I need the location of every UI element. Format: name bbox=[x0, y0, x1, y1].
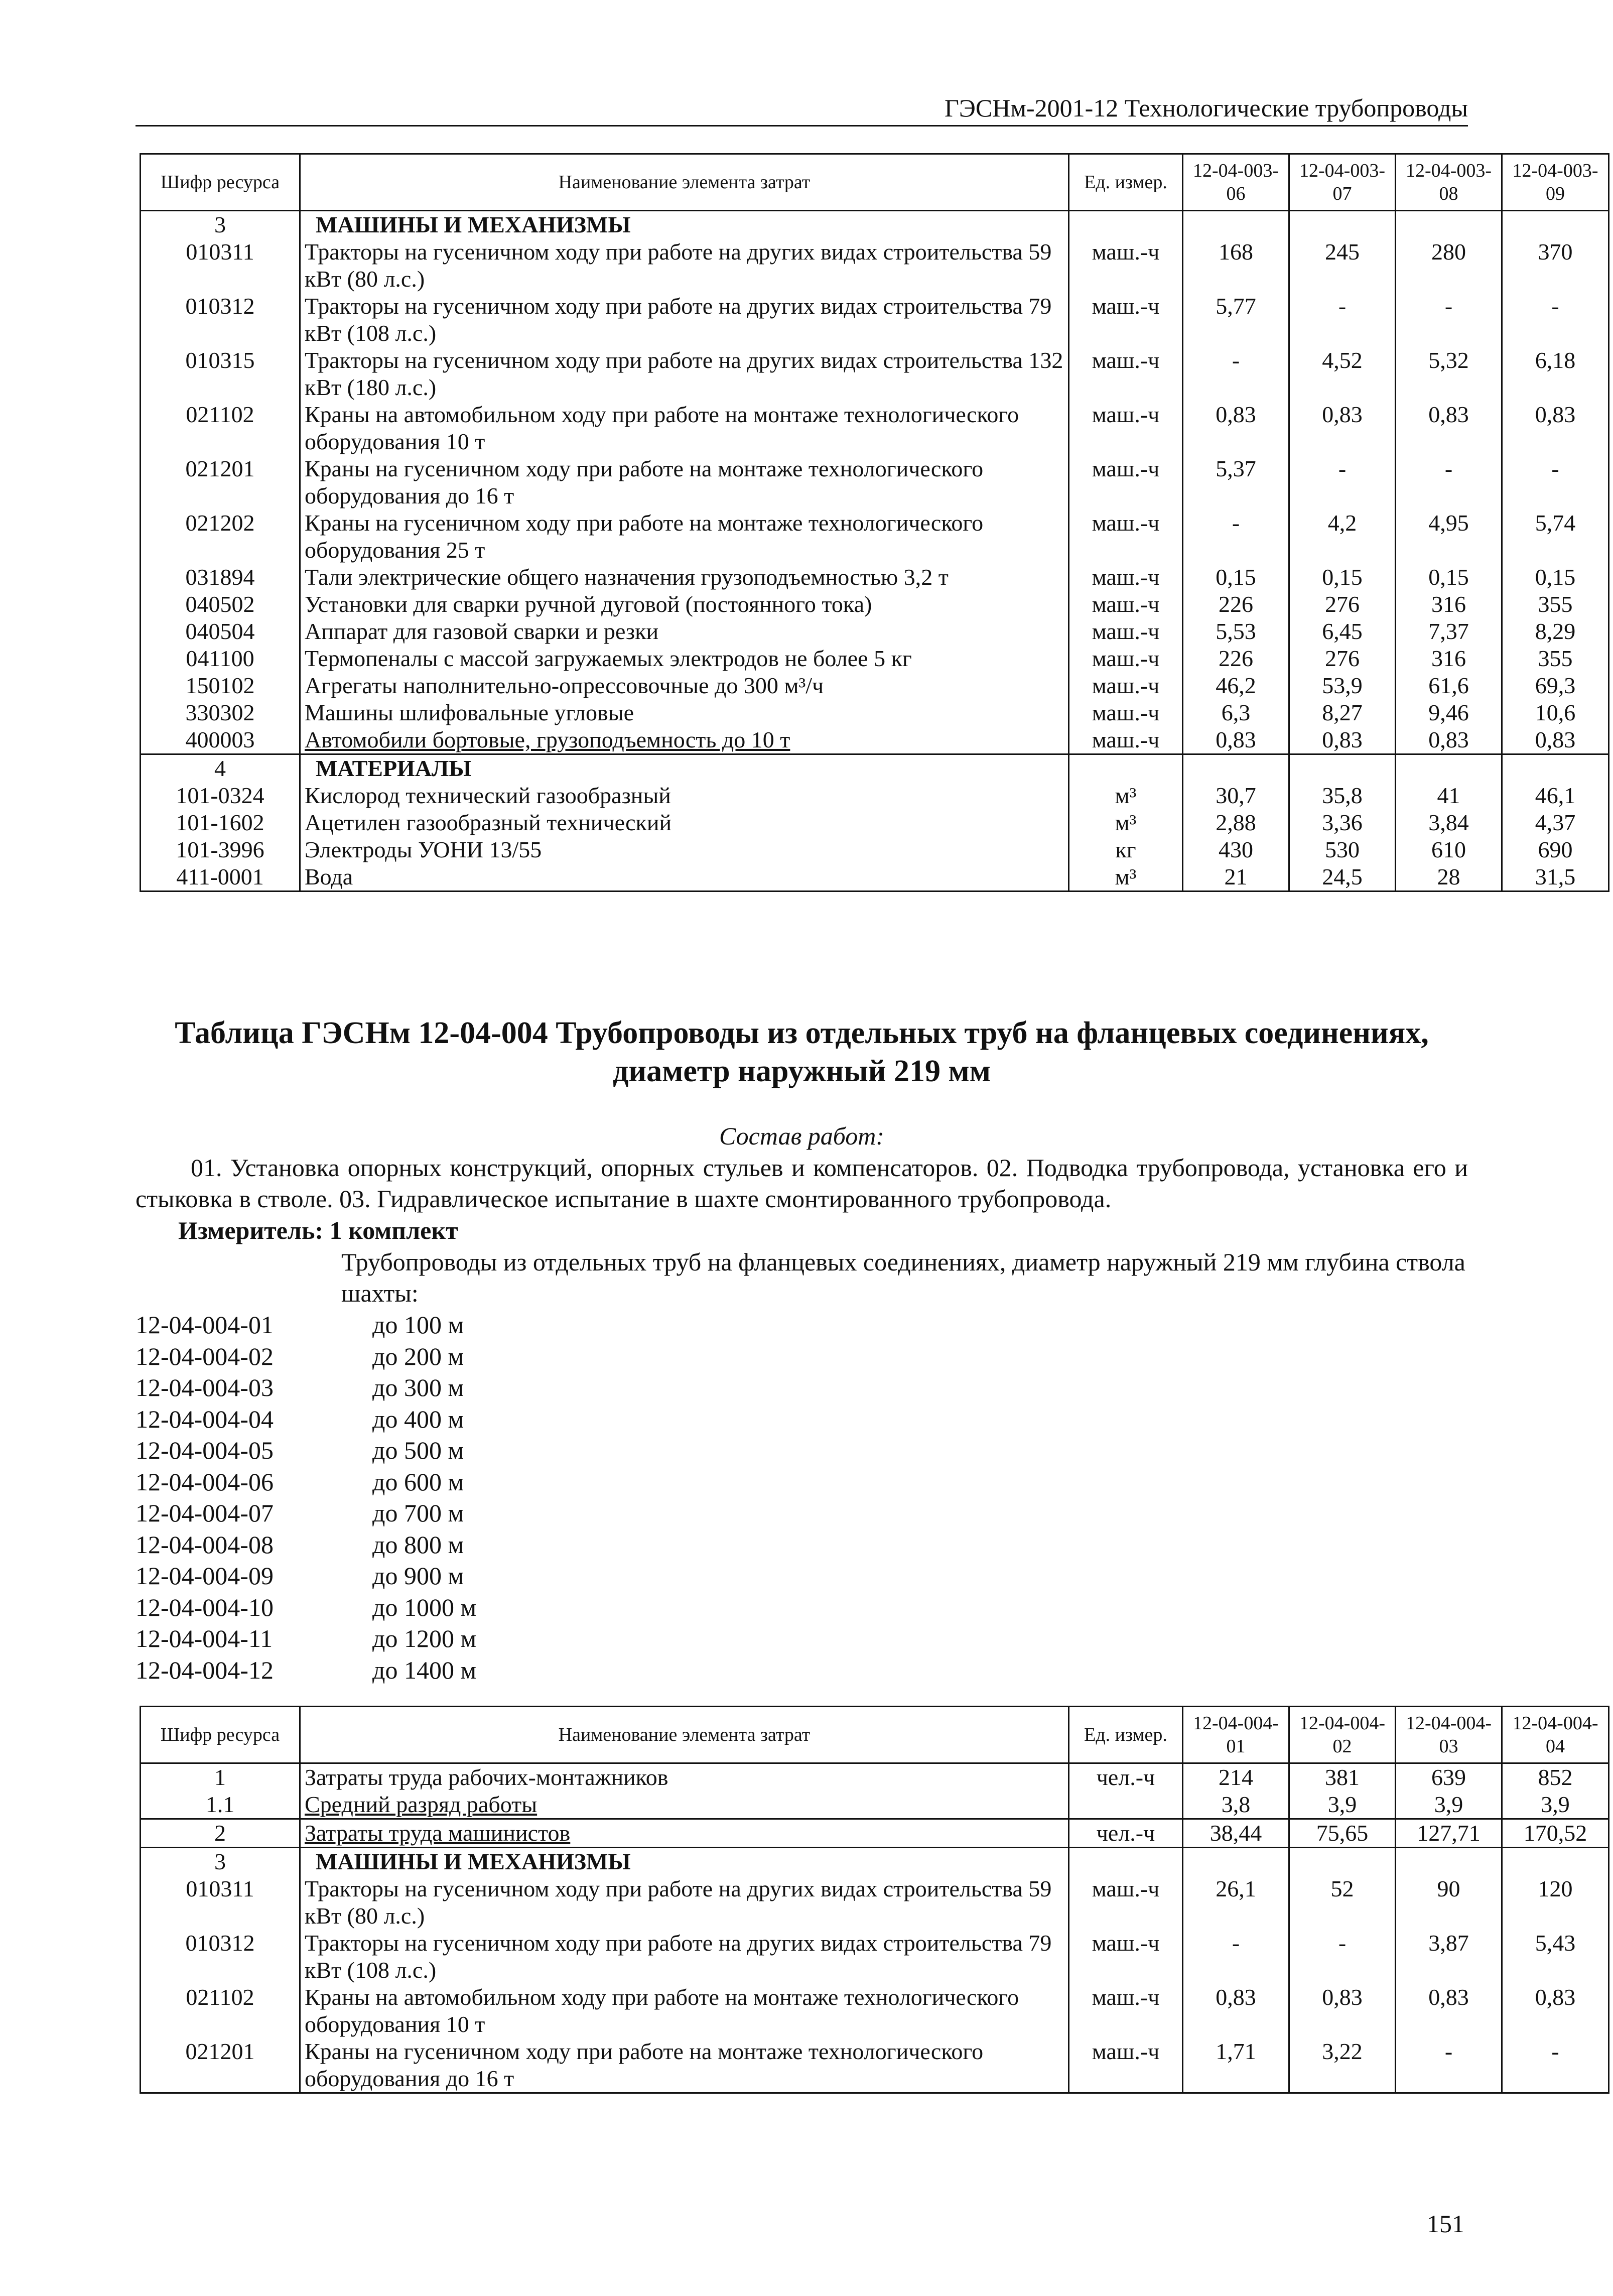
variant-code: 12-04-004-01 bbox=[136, 1311, 274, 1339]
column-header-code: Шифр ресурса bbox=[141, 1707, 300, 1763]
cell-name: Краны на автомобильном ходу при работе на монтаже технологического оборудования 10 т bbox=[300, 401, 1069, 455]
cell-v1: 226 bbox=[1183, 591, 1289, 618]
column-header-v4: 12-04-003-09 bbox=[1502, 154, 1609, 211]
cell-unit: маш.-ч bbox=[1069, 1930, 1183, 1984]
cell-v1: 0,83 bbox=[1183, 1984, 1289, 2038]
cell-unit: кг bbox=[1069, 836, 1183, 863]
cell-v3 bbox=[1396, 211, 1502, 239]
cell-unit: чел.-ч bbox=[1069, 1819, 1183, 1848]
cell-v3: 316 bbox=[1396, 645, 1502, 672]
variant-code: 12-04-004-02 bbox=[136, 1342, 274, 1370]
cell-code: 021102 bbox=[141, 401, 300, 455]
cell-unit bbox=[1069, 211, 1183, 239]
cell-code: 101-3996 bbox=[141, 836, 300, 863]
cell-v2: 276 bbox=[1289, 591, 1396, 618]
column-header-v3: 12-04-003-08 bbox=[1396, 154, 1502, 211]
cell-name: Тракторы на гусеничном ходу при работе на других видах строительства 79 кВт (108 л.с.) bbox=[300, 1930, 1069, 1984]
cell-v2: 0,15 bbox=[1289, 564, 1396, 591]
cell-v1: 430 bbox=[1183, 836, 1289, 863]
cell-name: Электроды УОНИ 13/55 bbox=[300, 836, 1069, 863]
table-row bbox=[141, 564, 1609, 591]
column-header-v1: 12-04-003-06 bbox=[1183, 154, 1289, 211]
cell-name: Краны на гусеничном ходу при работе на монтаже технологического оборудования до 16 т bbox=[300, 455, 1069, 509]
table-row bbox=[141, 836, 1609, 863]
table-row bbox=[141, 672, 1609, 699]
cell-v1 bbox=[1183, 754, 1289, 783]
cell-v4 bbox=[1502, 1848, 1609, 1876]
cell-unit: маш.-ч bbox=[1069, 672, 1183, 699]
cell-code: 101-1602 bbox=[141, 809, 300, 836]
cell-code: 010311 bbox=[141, 238, 300, 293]
cell-code: 010311 bbox=[141, 1875, 300, 1930]
cell-unit: маш.-ч bbox=[1069, 645, 1183, 672]
cell-v3: 5,32 bbox=[1396, 347, 1502, 401]
table-row bbox=[141, 509, 1609, 564]
cell-name: Затраты труда рабочих-монтажников bbox=[300, 1763, 1069, 1792]
cell-unit: маш.-ч bbox=[1069, 1984, 1183, 2038]
cell-v1: 30,7 bbox=[1183, 782, 1289, 809]
cell-v4: 0,15 bbox=[1502, 564, 1609, 591]
cell-unit: маш.-ч bbox=[1069, 509, 1183, 564]
cell-name: Кислород технический газообразный bbox=[300, 782, 1069, 809]
cell-code: 150102 bbox=[141, 672, 300, 699]
cell-v3: 610 bbox=[1396, 836, 1502, 863]
variant-depth: до 600 м bbox=[372, 1467, 464, 1496]
cell-v2: 75,65 bbox=[1289, 1819, 1396, 1848]
cell-v1: 5,77 bbox=[1183, 293, 1289, 347]
variant-depth: до 300 м bbox=[372, 1373, 464, 1401]
cell-v3: 0,83 bbox=[1396, 726, 1502, 754]
cell-v2: 381 bbox=[1289, 1763, 1396, 1792]
cell-v4: 852 bbox=[1502, 1763, 1609, 1792]
measure-unit: Измеритель: 1 комплект bbox=[178, 1216, 458, 1244]
cell-v2: 4,52 bbox=[1289, 347, 1396, 401]
cell-name: Краны на гусеничном ходу при работе на монтаже технологического оборудования 25 т bbox=[300, 509, 1069, 564]
cell-v3: 90 bbox=[1396, 1875, 1502, 1930]
cell-unit: м³ bbox=[1069, 863, 1183, 891]
table-row bbox=[141, 863, 1609, 891]
table-row bbox=[141, 782, 1609, 809]
cell-v3: 61,6 bbox=[1396, 672, 1502, 699]
variant-code: 12-04-004-05 bbox=[136, 1436, 274, 1464]
cell-v3: 7,37 bbox=[1396, 618, 1502, 645]
cell-name: Вода bbox=[300, 863, 1069, 891]
cell-name: Ацетилен газообразный технический bbox=[300, 809, 1069, 836]
cell-v2 bbox=[1289, 1848, 1396, 1876]
cell-name: МАШИНЫ И МЕХАНИЗМЫ bbox=[300, 211, 1069, 239]
list-item bbox=[136, 1529, 476, 1561]
cell-v1: - bbox=[1183, 509, 1289, 564]
cell-v2: 3,9 bbox=[1289, 1791, 1396, 1819]
cell-code: 021202 bbox=[141, 509, 300, 564]
cell-v1: 5,53 bbox=[1183, 618, 1289, 645]
cell-v2: 530 bbox=[1289, 836, 1396, 863]
cell-unit: маш.-ч bbox=[1069, 455, 1183, 509]
cell-v4: 5,43 bbox=[1502, 1930, 1609, 1984]
norms-table-003 bbox=[140, 153, 1609, 892]
cell-name: Средний разряд работы bbox=[300, 1791, 1069, 1819]
cell-name: Тракторы на гусеничном ходу при работе на других видах строительства 59 кВт (80 л.с.) bbox=[300, 238, 1069, 293]
table-row bbox=[141, 591, 1609, 618]
cell-v4: 69,3 bbox=[1502, 672, 1609, 699]
cell-v2: 35,8 bbox=[1289, 782, 1396, 809]
cell-unit: маш.-ч bbox=[1069, 293, 1183, 347]
table-body bbox=[141, 211, 1609, 891]
variant-depth: до 800 м bbox=[372, 1530, 464, 1559]
cell-v4: 355 bbox=[1502, 645, 1609, 672]
list-item bbox=[136, 1592, 476, 1623]
cell-v2: 6,45 bbox=[1289, 618, 1396, 645]
cell-v3: 0,83 bbox=[1396, 401, 1502, 455]
variant-depth: до 1000 м bbox=[372, 1593, 477, 1621]
cell-name: Установки для сварки ручной дуговой (постоянного тока) bbox=[300, 591, 1069, 618]
cell-v4: - bbox=[1502, 455, 1609, 509]
variant-code: 12-04-004-12 bbox=[136, 1655, 274, 1684]
cell-name: Автомобили бортовые, грузоподъемность до 10 т bbox=[300, 726, 1069, 754]
variant-code: 12-04-004-06 bbox=[136, 1467, 274, 1496]
cell-v3: 28 bbox=[1396, 863, 1502, 891]
cell-v4: 4,37 bbox=[1502, 809, 1609, 836]
cell-v3 bbox=[1396, 754, 1502, 783]
cell-name: Термопеналы с массой загружаемых электродов не более 5 кг bbox=[300, 645, 1069, 672]
cell-v4: 690 bbox=[1502, 836, 1609, 863]
cell-v4: 5,74 bbox=[1502, 509, 1609, 564]
table-row bbox=[141, 211, 1609, 239]
column-header-v2: 12-04-003-07 bbox=[1289, 154, 1396, 211]
cell-code: 400003 bbox=[141, 726, 300, 754]
table-row bbox=[141, 1791, 1609, 1819]
cell-unit bbox=[1069, 1791, 1183, 1819]
column-header-v3: 12-04-004-03 bbox=[1396, 1707, 1502, 1763]
cell-name: Аппарат для газовой сварки и резки bbox=[300, 618, 1069, 645]
cell-v2: 3,22 bbox=[1289, 2038, 1396, 2093]
cell-v1: - bbox=[1183, 347, 1289, 401]
cell-unit: маш.-ч bbox=[1069, 2038, 1183, 2093]
table-row bbox=[141, 2038, 1609, 2093]
cell-v1: 226 bbox=[1183, 645, 1289, 672]
table-row bbox=[141, 809, 1609, 836]
list-item bbox=[136, 1404, 476, 1435]
variant-code: 12-04-004-08 bbox=[136, 1530, 274, 1559]
cell-v4: - bbox=[1502, 293, 1609, 347]
cell-name: МАШИНЫ И МЕХАНИЗМЫ bbox=[300, 1848, 1069, 1876]
cell-v2: - bbox=[1289, 293, 1396, 347]
table-row bbox=[141, 1819, 1609, 1848]
cell-unit: маш.-ч bbox=[1069, 726, 1183, 754]
table-row bbox=[141, 238, 1609, 293]
cell-v1: 0,15 bbox=[1183, 564, 1289, 591]
cell-unit: маш.-ч bbox=[1069, 591, 1183, 618]
cell-v1: 1,71 bbox=[1183, 2038, 1289, 2093]
variant-code: 12-04-004-04 bbox=[136, 1405, 274, 1433]
cell-code: 041100 bbox=[141, 645, 300, 672]
cell-v1: 0,83 bbox=[1183, 401, 1289, 455]
cell-v3: 280 bbox=[1396, 238, 1502, 293]
cell-v3: 41 bbox=[1396, 782, 1502, 809]
column-header-v2: 12-04-004-02 bbox=[1289, 1707, 1396, 1763]
cell-v4: 3,9 bbox=[1502, 1791, 1609, 1819]
cell-v1: 26,1 bbox=[1183, 1875, 1289, 1930]
cell-v4: 6,18 bbox=[1502, 347, 1609, 401]
cell-v3 bbox=[1396, 1848, 1502, 1876]
table-row bbox=[141, 455, 1609, 509]
cell-v2: 3,36 bbox=[1289, 809, 1396, 836]
variant-code: 12-04-004-10 bbox=[136, 1593, 274, 1621]
cell-v3: 639 bbox=[1396, 1763, 1502, 1792]
cell-v4: 46,1 bbox=[1502, 782, 1609, 809]
cell-unit bbox=[1069, 754, 1183, 783]
cell-name: Машины шлифовальные угловые bbox=[300, 699, 1069, 726]
cell-unit: маш.-ч bbox=[1069, 238, 1183, 293]
cell-v1: 5,37 bbox=[1183, 455, 1289, 509]
cell-code: 1 bbox=[141, 1763, 300, 1792]
table-row bbox=[141, 1930, 1609, 1984]
variant-code: 12-04-004-09 bbox=[136, 1562, 274, 1590]
cell-v4: 0,83 bbox=[1502, 401, 1609, 455]
table-row bbox=[141, 1984, 1609, 2038]
cell-code: 021102 bbox=[141, 1984, 300, 2038]
cell-v1: 168 bbox=[1183, 238, 1289, 293]
cell-unit: маш.-ч bbox=[1069, 401, 1183, 455]
works-title: Состав работ: bbox=[719, 1122, 885, 1150]
cell-name: Тракторы на гусеничном ходу при работе на других видах строительства 59 кВт (80 л.с.) bbox=[300, 1875, 1069, 1930]
cell-unit: маш.-ч bbox=[1069, 564, 1183, 591]
cell-v4: 31,5 bbox=[1502, 863, 1609, 891]
cell-v3: 4,95 bbox=[1396, 509, 1502, 564]
table-row bbox=[141, 645, 1609, 672]
list-item bbox=[136, 1341, 476, 1372]
cell-v3: 3,9 bbox=[1396, 1791, 1502, 1819]
cell-v3: - bbox=[1396, 2038, 1502, 2093]
cell-code: 101-0324 bbox=[141, 782, 300, 809]
table-row bbox=[141, 618, 1609, 645]
list-item bbox=[136, 1560, 476, 1592]
cell-v1 bbox=[1183, 1848, 1289, 1876]
cell-name: Краны на гусеничном ходу при работе на монтаже технологического оборудования до 16 т bbox=[300, 2038, 1069, 2093]
cell-v3: 3,87 bbox=[1396, 1930, 1502, 1984]
cell-v2: 276 bbox=[1289, 645, 1396, 672]
variant-depth: до 1400 м bbox=[372, 1655, 477, 1684]
cell-v3: - bbox=[1396, 293, 1502, 347]
table-section-title: Таблица ГЭСНм 12-04-004 Трубопроводы из отдельных труб на фланцевых соединениях, диаметр наружный 219 мм bbox=[175, 1016, 1429, 1088]
cell-unit: чел.-ч bbox=[1069, 1763, 1183, 1792]
cell-v4: 10,6 bbox=[1502, 699, 1609, 726]
cell-code: 040502 bbox=[141, 591, 300, 618]
cell-name: Затраты труда машинистов bbox=[300, 1819, 1069, 1848]
cell-v1: 6,3 bbox=[1183, 699, 1289, 726]
cell-code: 3 bbox=[141, 211, 300, 239]
cell-v3: 3,84 bbox=[1396, 809, 1502, 836]
table-row bbox=[141, 293, 1609, 347]
cell-code: 010315 bbox=[141, 347, 300, 401]
cell-v3: 127,71 bbox=[1396, 1819, 1502, 1848]
cell-v3: 316 bbox=[1396, 591, 1502, 618]
cell-code: 010312 bbox=[141, 1930, 300, 1984]
cell-v2: - bbox=[1289, 1930, 1396, 1984]
cell-v4: 0,83 bbox=[1502, 726, 1609, 754]
cell-v4: 370 bbox=[1502, 238, 1609, 293]
variant-code: 12-04-004-11 bbox=[136, 1624, 273, 1652]
cell-v3: 0,15 bbox=[1396, 564, 1502, 591]
cell-unit: м³ bbox=[1069, 809, 1183, 836]
cell-name: Агрегаты наполнительно-опрессовочные до 300 м³/ч bbox=[300, 672, 1069, 699]
norms-table-004 bbox=[140, 1706, 1609, 2094]
cell-v4: - bbox=[1502, 2038, 1609, 2093]
cell-v1 bbox=[1183, 211, 1289, 239]
cell-code: 031894 bbox=[141, 564, 300, 591]
cell-v3: 9,46 bbox=[1396, 699, 1502, 726]
list-item bbox=[136, 1309, 476, 1341]
cell-unit: маш.-ч bbox=[1069, 1875, 1183, 1930]
column-header-unit: Ед. измер. bbox=[1069, 1707, 1183, 1763]
table-header-row bbox=[141, 154, 1609, 211]
cell-code: 330302 bbox=[141, 699, 300, 726]
table-row bbox=[141, 726, 1609, 754]
cell-v4: 120 bbox=[1502, 1875, 1609, 1930]
cell-v2: 8,27 bbox=[1289, 699, 1396, 726]
cell-unit bbox=[1069, 1848, 1183, 1876]
column-header-name: Наименование элемента затрат bbox=[300, 1707, 1069, 1763]
cell-v4: 355 bbox=[1502, 591, 1609, 618]
cell-name: Тракторы на гусеничном ходу при работе на других видах строительства 132 кВт (180 л.с.) bbox=[300, 347, 1069, 401]
variant-depth: до 400 м bbox=[372, 1405, 464, 1433]
cell-name: Краны на автомобильном ходу при работе на монтаже технологического оборудования 10 т bbox=[300, 1984, 1069, 2038]
cell-unit: маш.-ч bbox=[1069, 347, 1183, 401]
cell-v2: 52 bbox=[1289, 1875, 1396, 1930]
variant-depth: до 200 м bbox=[372, 1342, 464, 1370]
cell-code: 2 bbox=[141, 1819, 300, 1848]
cell-v1: - bbox=[1183, 1930, 1289, 1984]
cell-code: 3 bbox=[141, 1848, 300, 1876]
works-description: 01. Установка опорных конструкций, опорных стульев и компенсаторов. 02. Подводка трубопровода, установка его и стыковка в стволе. 03. Гидравлическое испытание в шахте смонтированного трубопровода. bbox=[136, 1154, 1468, 1213]
list-item bbox=[136, 1435, 476, 1466]
table-row bbox=[141, 401, 1609, 455]
cell-code: 021201 bbox=[141, 455, 300, 509]
cell-v2: 4,2 bbox=[1289, 509, 1396, 564]
cell-v2: 53,9 bbox=[1289, 672, 1396, 699]
variant-depth: до 700 м bbox=[372, 1499, 464, 1527]
column-header-unit: Ед. измер. bbox=[1069, 154, 1183, 211]
running-header: ГЭСНм-2001-12 Технологические трубопроводы bbox=[136, 93, 1468, 126]
cell-v4 bbox=[1502, 754, 1609, 783]
cell-v1: 0,83 bbox=[1183, 726, 1289, 754]
cell-code: 010312 bbox=[141, 293, 300, 347]
cell-v1: 21 bbox=[1183, 863, 1289, 891]
pipeline-description: Трубопроводы из отдельных труб на фланцевых соединениях, диаметр наружный 219 мм глубина ствола шахты: bbox=[341, 1248, 1465, 1307]
list-item bbox=[136, 1466, 476, 1498]
column-header-name: Наименование элемента затрат bbox=[300, 154, 1069, 211]
cell-unit: м³ bbox=[1069, 782, 1183, 809]
cell-v4 bbox=[1502, 211, 1609, 239]
cell-v4: 8,29 bbox=[1502, 618, 1609, 645]
cell-v1: 46,2 bbox=[1183, 672, 1289, 699]
cell-v4: 170,52 bbox=[1502, 1819, 1609, 1848]
cell-code: 4 bbox=[141, 754, 300, 783]
column-header-code: Шифр ресурса bbox=[141, 154, 300, 211]
table-row bbox=[141, 1848, 1609, 1876]
cell-v2: - bbox=[1289, 455, 1396, 509]
cell-v2: 24,5 bbox=[1289, 863, 1396, 891]
variant-depth: до 900 м bbox=[372, 1562, 464, 1590]
cell-v1: 38,44 bbox=[1183, 1819, 1289, 1848]
cell-code: 411-0001 bbox=[141, 863, 300, 891]
cell-name: Тракторы на гусеничном ходу при работе на других видах строительства 79 кВт (108 л.с.) bbox=[300, 293, 1069, 347]
cell-v1: 2,88 bbox=[1183, 809, 1289, 836]
cell-v2 bbox=[1289, 754, 1396, 783]
cell-v2 bbox=[1289, 211, 1396, 239]
cell-v3: - bbox=[1396, 455, 1502, 509]
table-header-row bbox=[141, 1707, 1609, 1763]
table-body bbox=[141, 1763, 1609, 2093]
cell-code: 040504 bbox=[141, 618, 300, 645]
cell-v1: 214 bbox=[1183, 1763, 1289, 1792]
variant-code: 12-04-004-07 bbox=[136, 1499, 274, 1527]
cell-v2: 0,83 bbox=[1289, 401, 1396, 455]
cell-v2: 245 bbox=[1289, 238, 1396, 293]
list-item bbox=[136, 1372, 476, 1404]
table-row bbox=[141, 1875, 1609, 1930]
cell-unit: маш.-ч bbox=[1069, 699, 1183, 726]
variant-list bbox=[136, 1309, 476, 1686]
list-item bbox=[136, 1654, 476, 1686]
table-row bbox=[141, 699, 1609, 726]
cell-v1: 3,8 bbox=[1183, 1791, 1289, 1819]
cell-v2: 0,83 bbox=[1289, 726, 1396, 754]
cell-v2: 0,83 bbox=[1289, 1984, 1396, 2038]
cell-unit: маш.-ч bbox=[1069, 618, 1183, 645]
variant-depth: до 100 м bbox=[372, 1311, 464, 1339]
variant-depth: до 1200 м bbox=[372, 1624, 477, 1652]
cell-name: Тали электрические общего назначения грузоподъемностью 3,2 т bbox=[300, 564, 1069, 591]
cell-v4: 0,83 bbox=[1502, 1984, 1609, 2038]
cell-v3: 0,83 bbox=[1396, 1984, 1502, 2038]
list-item bbox=[136, 1497, 476, 1529]
cell-code: 021201 bbox=[141, 2038, 300, 2093]
page-number: 151 bbox=[1427, 2210, 1464, 2238]
column-header-v1: 12-04-004-01 bbox=[1183, 1707, 1289, 1763]
table-row bbox=[141, 347, 1609, 401]
column-header-v4: 12-04-004-04 bbox=[1502, 1707, 1609, 1763]
variant-depth: до 500 м bbox=[372, 1436, 464, 1464]
variant-code: 12-04-004-03 bbox=[136, 1373, 274, 1401]
table-row bbox=[141, 1763, 1609, 1792]
cell-name: МАТЕРИАЛЫ bbox=[300, 754, 1069, 783]
table-row bbox=[141, 754, 1609, 783]
cell-code: 1.1 bbox=[141, 1791, 300, 1819]
list-item bbox=[136, 1623, 476, 1654]
